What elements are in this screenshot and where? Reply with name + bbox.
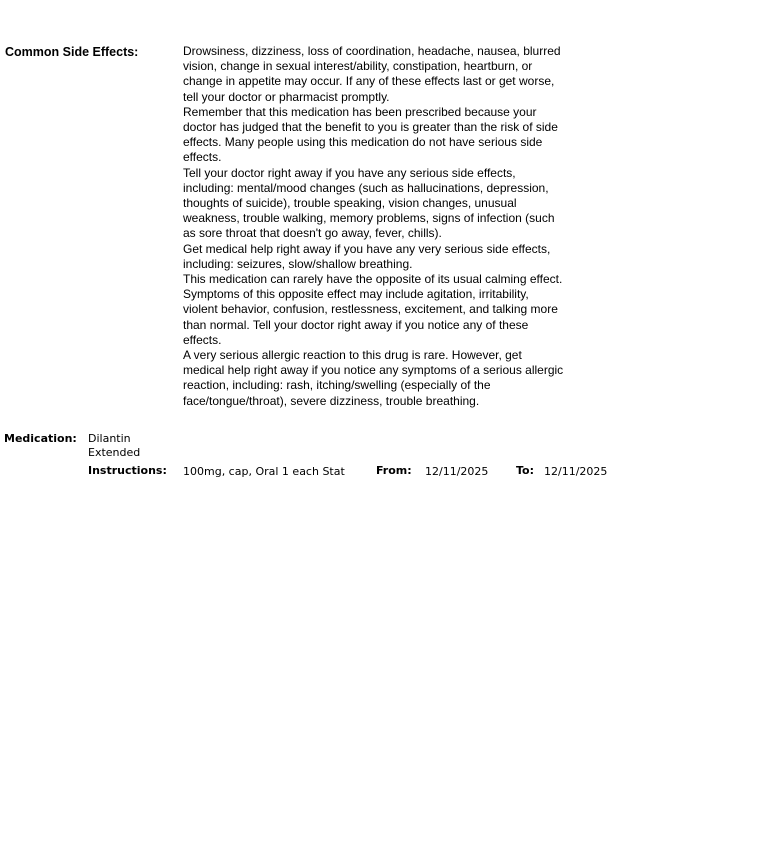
side-effects-line: face/tongue/throat), severe dizziness, trouble breathing.: [183, 393, 480, 408]
side-effects-line: weakness, trouble walking, memory problems, signs of infection (such: [183, 211, 555, 226]
side-effects-line: Tell your doctor right away if you have any serious side effects,: [183, 165, 516, 180]
side-effects-line: as sore throat that doesn't go away, fever, chills).: [183, 226, 442, 241]
medication-label: Medication:: [4, 432, 77, 445]
side-effects-line: including: seizures, slow/shallow breathing.: [183, 256, 413, 271]
side-effects-line: medical help right away if you notice any symptoms of a serious allergic: [183, 363, 564, 378]
side-effects-line: Drowsiness, dizziness, loss of coordination, headache, nausea, blurred: [183, 44, 561, 58]
side-effects-line: A very serious allergic reaction to this drug is rare. However, get: [183, 348, 522, 363]
side-effects-line: effects.: [183, 150, 222, 165]
side-effects-line: tell your doctor or pharmacist promptly.: [183, 89, 390, 104]
medication-name-line1: Dilantin: [88, 432, 131, 445]
instructions-label: Instructions:: [88, 464, 167, 477]
side-effects-line: reaction, including: rash, itching/swelling (especially of the: [183, 378, 491, 393]
to-label: To:: [516, 464, 534, 477]
side-effects-line: This medication can rarely have the opposite of its usual calming effect.: [183, 272, 563, 287]
side-effects-line: vision, change in sexual interest/ability, constipation, heartburn, or: [183, 59, 533, 74]
medication-name: [88, 432, 140, 460]
side-effects-line: change in appetite may occur. If any of these effects last or get worse,: [183, 74, 555, 89]
side-effects-line: doctor has judged that the benefit to you is greater than the risk of side: [183, 120, 558, 135]
side-effects-line: than normal. Tell your doctor right away if you notice any of these: [183, 317, 529, 332]
side-effects-line: Symptoms of this opposite effect may include agitation, irritability,: [183, 287, 529, 302]
side-effects-line: including: mental/mood changes (such as hallucinations, depression,: [183, 180, 549, 195]
common-side-effects-label: Common Side Effects:: [5, 45, 139, 59]
from-label: From:: [376, 464, 412, 477]
instructions-value: 100mg, cap, Oral 1 each Stat: [183, 465, 345, 478]
side-effects-line: violent behavior, confusion, restlessness, excitement, and talking more: [183, 302, 558, 317]
side-effects-line: thoughts of suicide), trouble speaking, vision changes, unusual: [183, 196, 517, 211]
medication-name-line2: Extended: [88, 446, 141, 459]
side-effects-text: [183, 44, 658, 409]
side-effects-line: Remember that this medication has been prescribed because your: [183, 104, 537, 119]
side-effects-line: effects. Many people using this medication do not have serious side: [183, 135, 543, 150]
to-date: 12/11/2025: [544, 465, 608, 478]
from-date: 12/11/2025: [425, 465, 489, 478]
side-effects-line: effects.: [183, 332, 222, 347]
side-effects-line: Get medical help right away if you have any very serious side effects,: [183, 241, 551, 256]
